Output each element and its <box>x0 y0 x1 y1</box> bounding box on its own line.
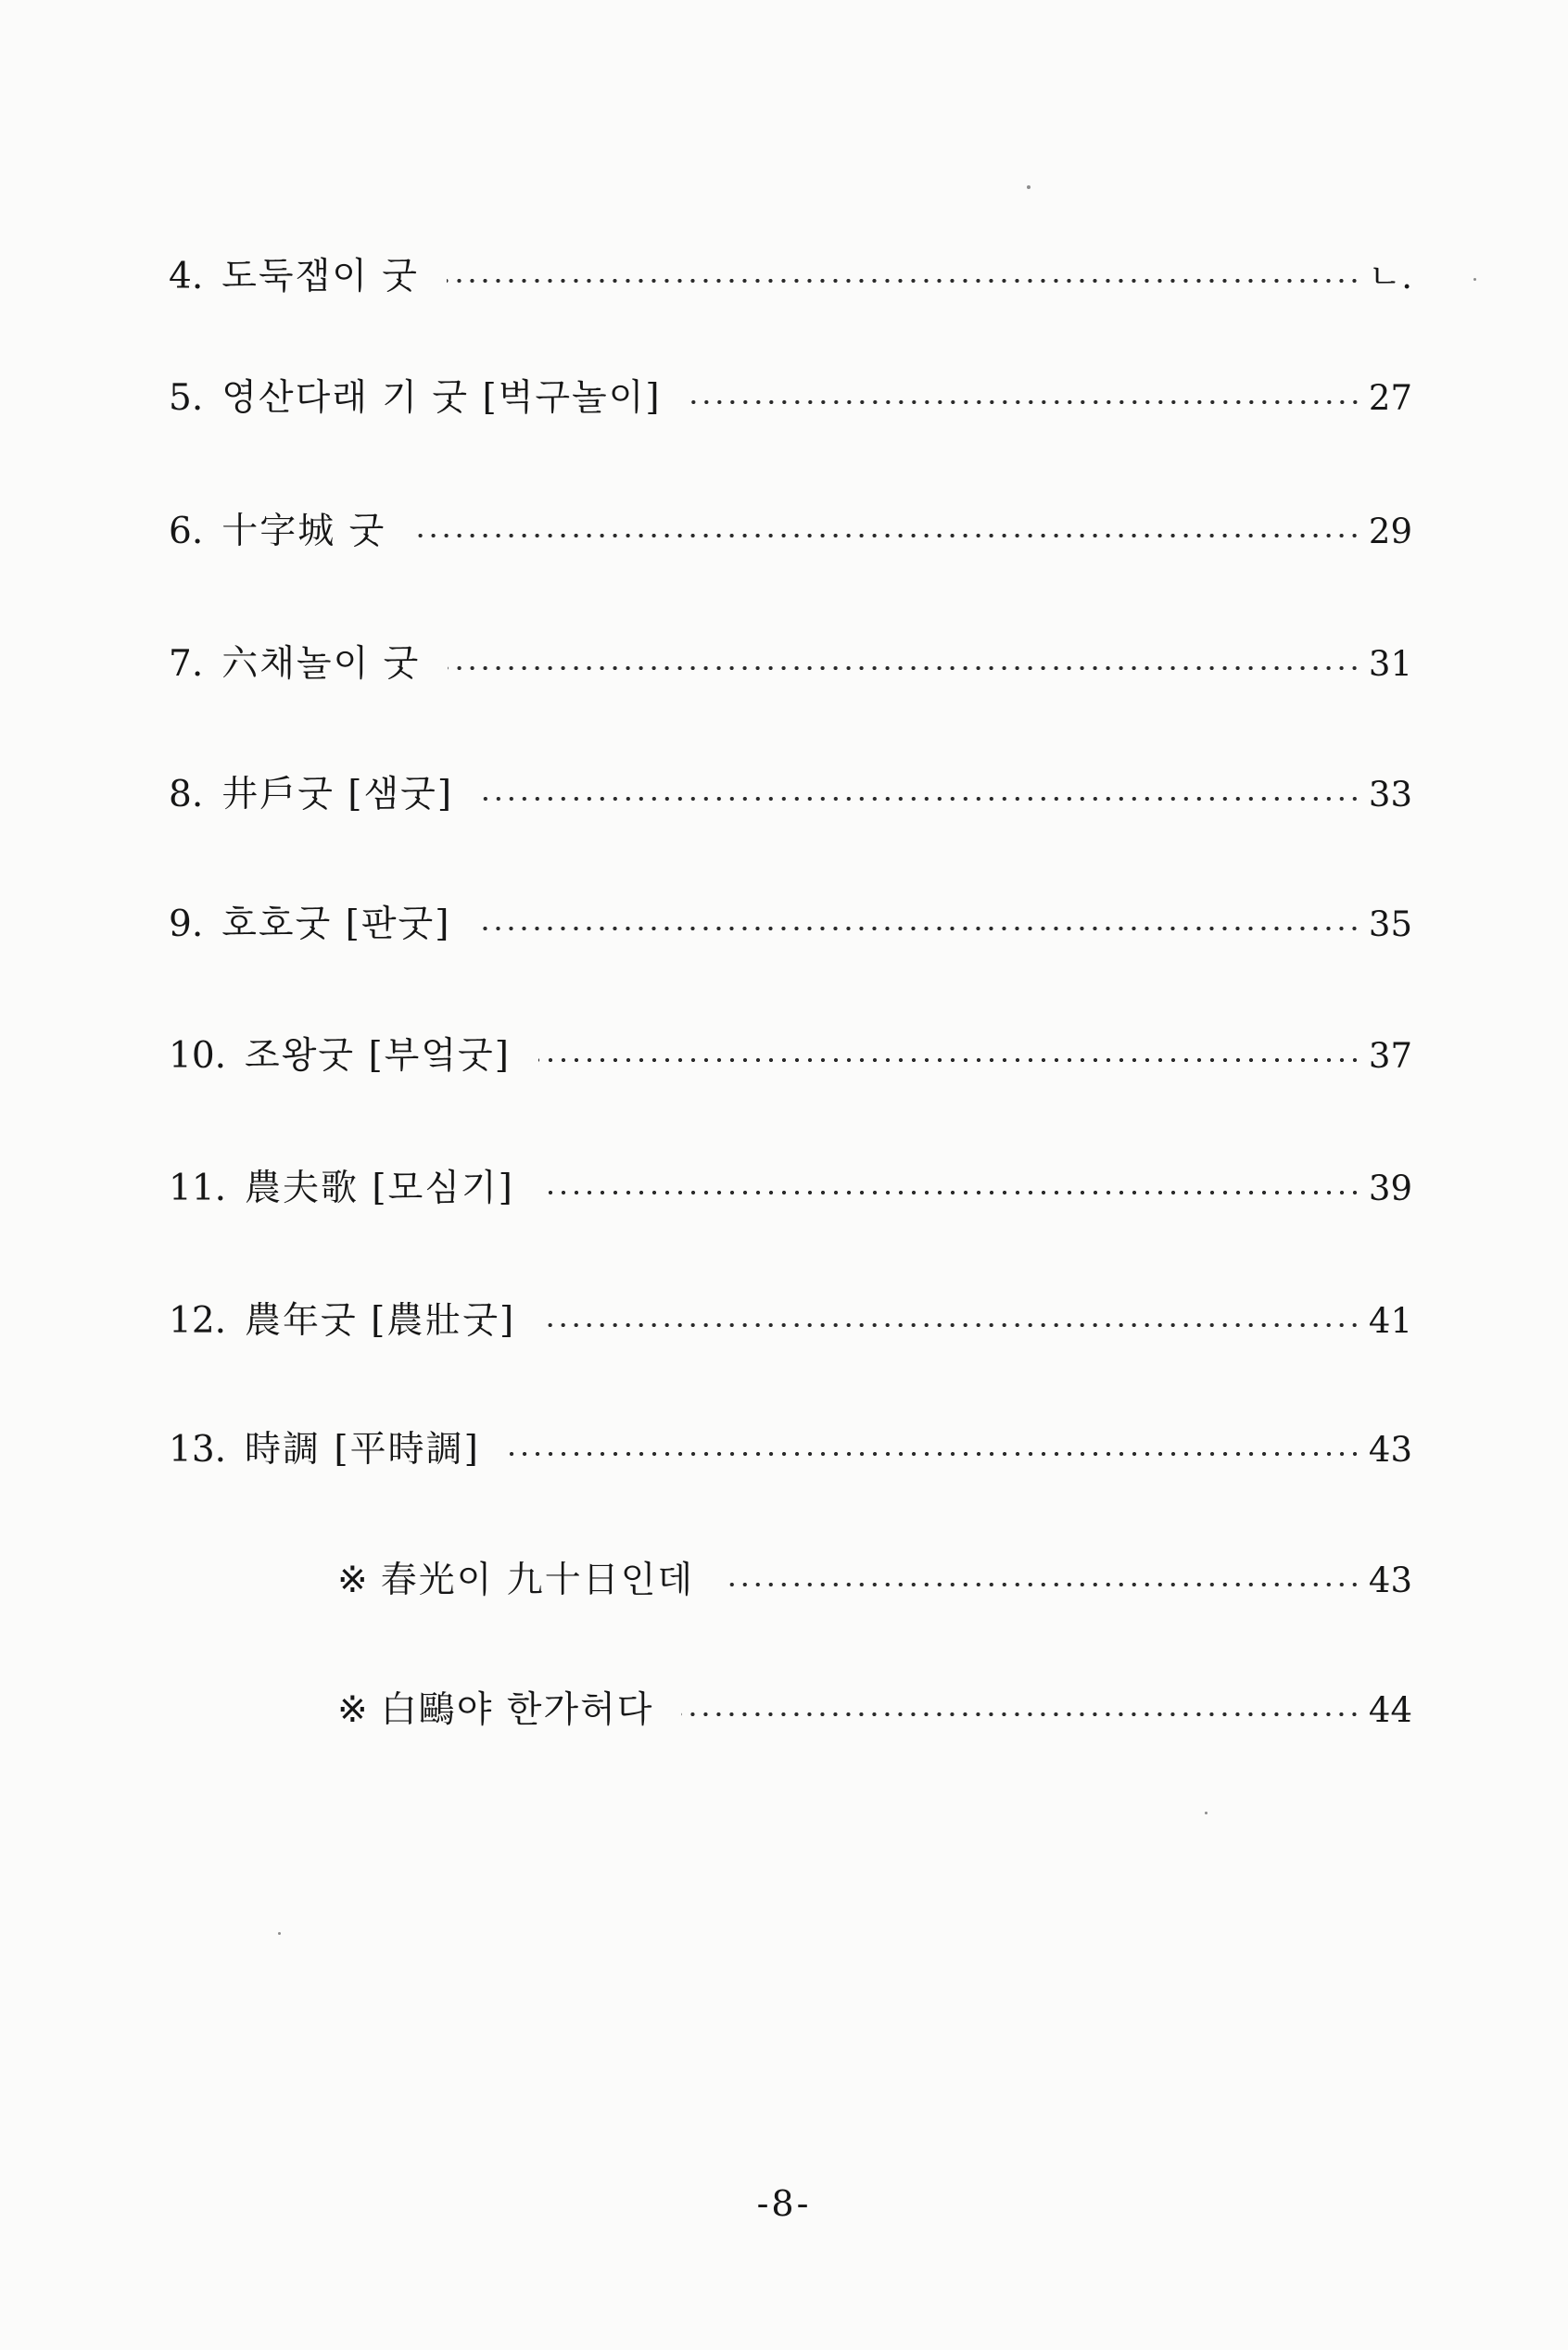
toc-sub-entry-title: 白鷗야 한가허다 <box>380 1688 654 1731</box>
toc-entry-number: 4. <box>169 255 204 297</box>
toc-entry-7 <box>169 626 1412 701</box>
toc-entry-9 <box>169 887 1412 961</box>
toc-entry-title: 六채놀이 굿 <box>221 642 421 685</box>
toc-sub-entry-title: 春光이 九十日인데 <box>380 1559 695 1601</box>
toc-entry-number: 6. <box>169 510 204 552</box>
dot-leader <box>448 666 1361 670</box>
toc-entry-number: 9. <box>169 903 204 945</box>
scan-speck <box>1473 278 1476 281</box>
dot-leader <box>478 927 1360 930</box>
toc-entry-title: 조왕굿 [부엌굿] <box>245 1034 511 1077</box>
toc-sub-entry-page: 43 <box>1368 1560 1412 1600</box>
dot-leader <box>689 400 1361 404</box>
toc-entry-13 <box>169 1412 1412 1486</box>
toc-entry-number: 5. <box>169 376 204 419</box>
toc-entry-number: 11. <box>169 1167 227 1209</box>
dot-leader <box>508 1452 1361 1456</box>
toc-entry-8 <box>169 757 1412 831</box>
toc-entry-11 <box>169 1151 1412 1225</box>
toc-entry-page: 39 <box>1368 1168 1412 1208</box>
toc-entry-page: 41 <box>1368 1300 1412 1341</box>
toc-entry-title: 農夫歌 [모심기] <box>245 1167 514 1209</box>
toc-entry-12 <box>169 1283 1412 1358</box>
page-number: -8- <box>756 2183 812 2224</box>
scan-speck <box>278 1932 281 1935</box>
toc-entry-number: 13. <box>169 1428 227 1471</box>
toc-sub-entry-1 <box>337 1543 1412 1617</box>
toc-entry-number: 8. <box>169 773 204 815</box>
toc-entry-number: 12. <box>169 1299 227 1342</box>
toc-entry-10 <box>169 1018 1412 1093</box>
toc-entry-title: 호호굿 [판굿] <box>221 903 451 945</box>
toc-entry-title: 時調 [平時調] <box>245 1428 480 1471</box>
toc-entry-page: ㄴ. <box>1368 256 1412 297</box>
toc-entry-page: 27 <box>1368 377 1412 418</box>
reference-mark: ※ <box>337 1688 368 1731</box>
toc-entry-page: 35 <box>1368 903 1412 944</box>
toc-entry-6 <box>169 494 1412 568</box>
toc-sub-entry-2 <box>337 1673 1412 1747</box>
dot-leader <box>542 1191 1361 1194</box>
dot-leader <box>722 1583 1361 1586</box>
scan-speck <box>1205 1812 1208 1814</box>
toc-entry-number: 7. <box>169 642 204 685</box>
toc-entry-title: 영산다래 기 굿 [벅구놀이] <box>221 376 662 419</box>
toc-entry-page: 37 <box>1368 1035 1412 1076</box>
toc-sub-entry-page: 44 <box>1368 1689 1412 1730</box>
toc-entry-title: 井戶굿 [샘굿] <box>221 773 454 815</box>
toc-entry-page: 43 <box>1368 1429 1412 1470</box>
dot-leader <box>543 1323 1361 1327</box>
toc-entry-page: 31 <box>1368 643 1412 684</box>
scan-speck <box>1027 185 1031 189</box>
toc-entry-title: 農年굿 [農壯굿] <box>245 1299 516 1342</box>
dot-leader <box>681 1712 1360 1716</box>
dot-leader <box>413 534 1361 537</box>
toc-entry-title: 十字城 굿 <box>221 510 386 552</box>
toc-entry-5 <box>169 360 1412 435</box>
toc-entry-page: 29 <box>1368 511 1412 551</box>
toc-entry-4 <box>169 239 1412 313</box>
toc-entry-page: 33 <box>1368 774 1412 815</box>
dot-leader <box>481 797 1361 801</box>
dot-leader <box>447 279 1360 283</box>
reference-mark: ※ <box>337 1559 368 1601</box>
toc-entry-title: 도둑잽이 굿 <box>221 255 419 297</box>
toc-entry-number: 10. <box>169 1034 227 1077</box>
dot-leader <box>538 1058 1361 1062</box>
